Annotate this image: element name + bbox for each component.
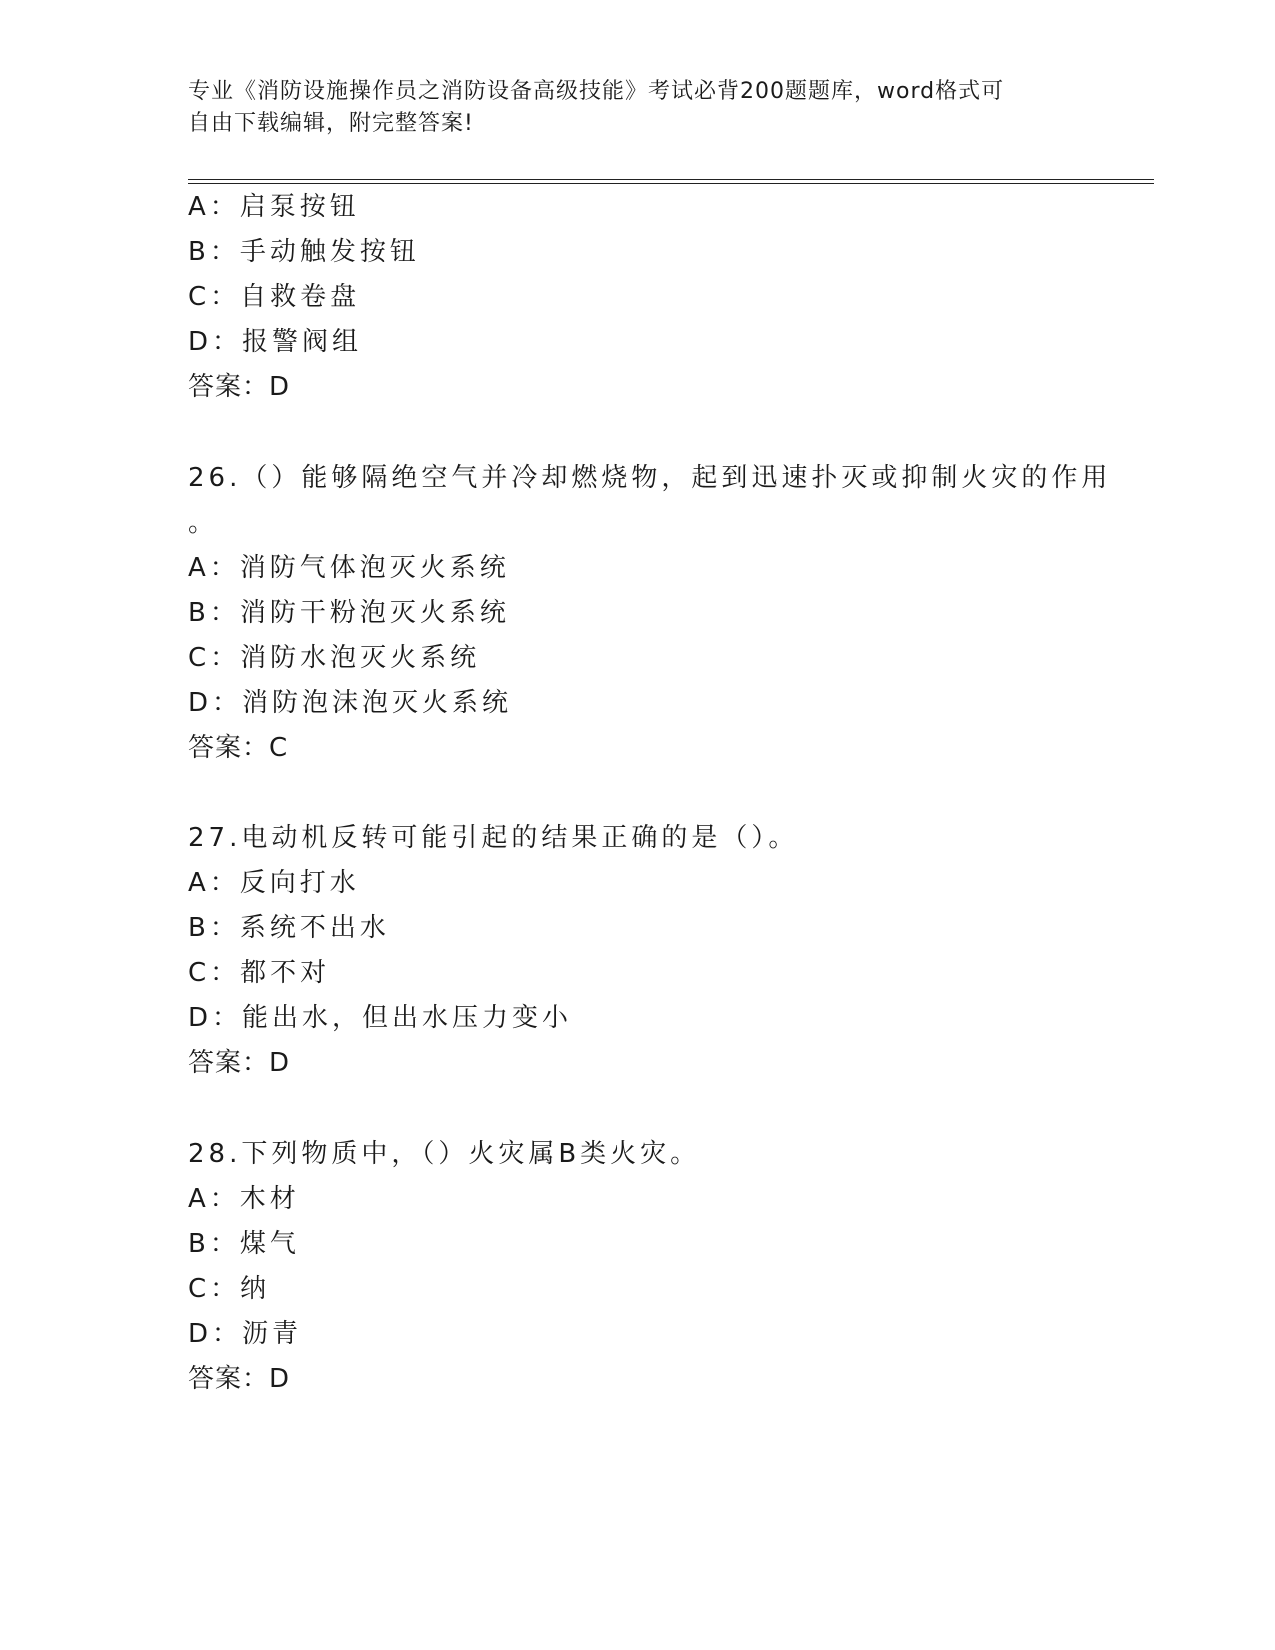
q26-question-continued: 。 [188,508,219,538]
q28-option-b: B：煤气 [188,1229,300,1259]
q25-option-b: B：手动触发按钮 [188,237,420,267]
q26-question: 26.（）能够隔绝空气并冷却燃烧物，起到迅速扑灭或抑制火灾的作用 [188,463,1112,493]
q28-option-a: A：木材 [188,1184,300,1214]
header-divider [188,179,1154,184]
header-line-2: 自由下载编辑，附完整答案! [188,111,474,136]
q25-answer: 答案：D [188,372,291,402]
q27-option-c: C：都不对 [188,958,331,988]
q26-answer: 答案：C [188,733,289,763]
document-header [188,76,1088,140]
q28-question: 28.下列物质中，（）火灾属B类火灾。 [188,1139,701,1169]
q27-option-a: A：反向打水 [188,868,360,898]
q27-option-b: B：系统不出水 [188,913,390,943]
q28-option-c: C：纳 [188,1274,271,1304]
q27-option-d: D：能出水，但出水压力变小 [188,1003,573,1033]
header-line-1: 专业《消防设施操作员之消防设备高级技能》考试必背200题题库，word格式可 [188,79,1005,104]
q25-option-a: A：启泵按钮 [188,192,360,222]
q25-option-d: D：报警阀组 [188,327,363,357]
q26-option-d: D：消防泡沫泡灭火系统 [188,688,513,718]
q26-option-b: B：消防干粉泡灭火系统 [188,598,510,628]
q28-answer: 答案：D [188,1364,291,1394]
q28-option-d: D：沥青 [188,1319,303,1349]
q27-question: 27.电动机反转可能引起的结果正确的是（）。 [188,823,799,853]
q27-answer: 答案：D [188,1048,291,1078]
q26-option-a: A：消防气体泡灭火系统 [188,553,510,583]
q26-option-c: C：消防水泡灭火系统 [188,643,481,673]
q25-option-c: C：自救卷盘 [188,282,361,312]
